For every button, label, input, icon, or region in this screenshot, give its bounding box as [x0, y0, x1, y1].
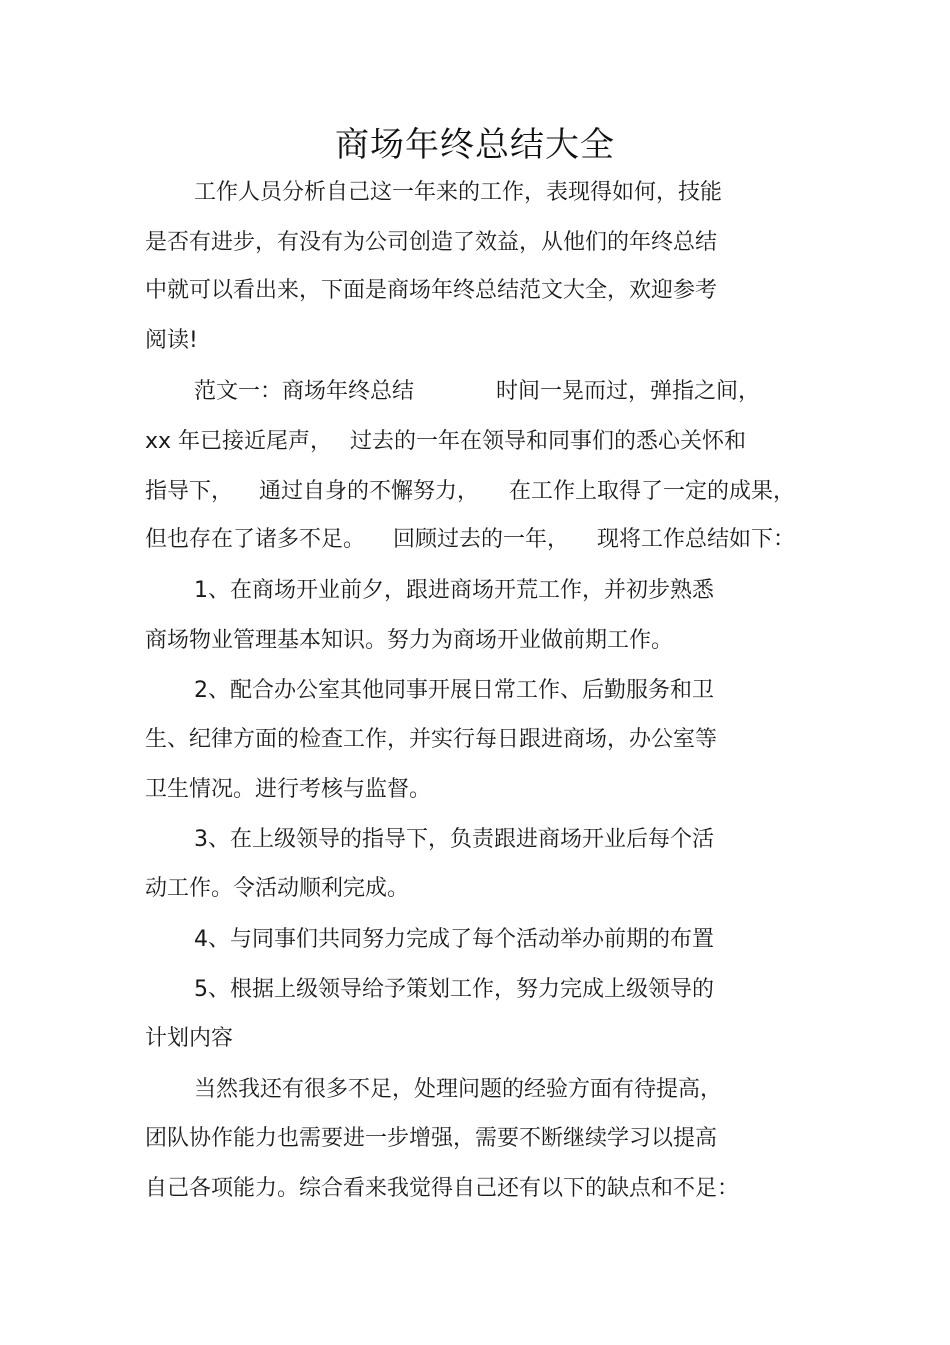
intro-line-3: 中就可以看出来，下面是商场年终总结范文大全，欢迎参考 [145, 278, 718, 303]
sample1-heading: 范文一：商场年终总结 [194, 379, 415, 404]
sample1-line4-b: 回顾过去的一年， [393, 527, 570, 552]
sample1-line1-rest: 时间一晃而过，弹指之间， [496, 379, 761, 404]
sample1-line-3 [145, 477, 795, 507]
sample1-line-4 [145, 525, 795, 555]
document-title: 商场年终总结大全 [335, 125, 615, 165]
item-5-line-1: 5、根据上级领导给予策划工作，努力完成上级领导的 [194, 977, 714, 1002]
sample1-line2-b: 过去的一年在领导和同事们的悉心关怀和 [350, 429, 747, 454]
item-5-line-2: 计划内容 [145, 1026, 234, 1051]
conclusion-line-2: 团队协作能力也需要进一步增强，需要不断继续学习以提高 [145, 1126, 718, 1151]
sample1-line3-a: 指导下， [145, 479, 234, 504]
sample1-line-2 [145, 427, 746, 457]
conclusion-line-3: 自己各项能力。综合看来我觉得自己还有以下的缺点和不足： [145, 1176, 740, 1201]
intro-line-2: 是否有进步，有没有为公司创造了效益，从他们的年终总结 [145, 230, 718, 255]
item-2-line-2: 生、纪律方面的检查工作，并实行每日跟进商场，办公室等 [145, 727, 718, 752]
conclusion-line-1: 当然我还有很多不足，处理问题的经验方面有待提高， [194, 1077, 723, 1102]
item-3-line-1: 3、在上级领导的指导下，负责跟进商场开业后每个活 [194, 827, 714, 852]
item-2-line-1: 2、配合办公室其他同事开展日常工作、后勤服务和卫 [194, 678, 714, 703]
item-2-line-3: 卫生情况。进行考核与监督。 [145, 777, 432, 802]
sample1-line3-c: 在工作上取得了一定的成果， [509, 479, 796, 504]
sample1-line2-a: xx 年已接近尾声， [145, 429, 333, 454]
sample1-line-1 [194, 377, 760, 407]
sample1-line4-a: 但也存在了诸多不足。 [145, 527, 366, 552]
sample1-line3-b: 通过自身的不懈努力， [259, 479, 480, 504]
sample1-line4-c: 现将工作总结如下： [597, 527, 796, 552]
intro-line-4: 阅读! [145, 328, 198, 353]
item-1-line-2: 商场物业管理基本知识。努力为商场开业做前期工作。 [145, 628, 674, 653]
item-3-line-2: 动工作。令活动顺利完成。 [145, 876, 410, 901]
intro-line-1: 工作人员分析自己这一年来的工作，表现得如何，技能 [194, 180, 723, 205]
item-1-line-1: 1、在商场开业前夕，跟进商场开荒工作，并初步熟悉 [194, 578, 714, 603]
item-4-line-1: 4、与同事们共同努力完成了每个活动举办前期的布置 [194, 927, 714, 952]
